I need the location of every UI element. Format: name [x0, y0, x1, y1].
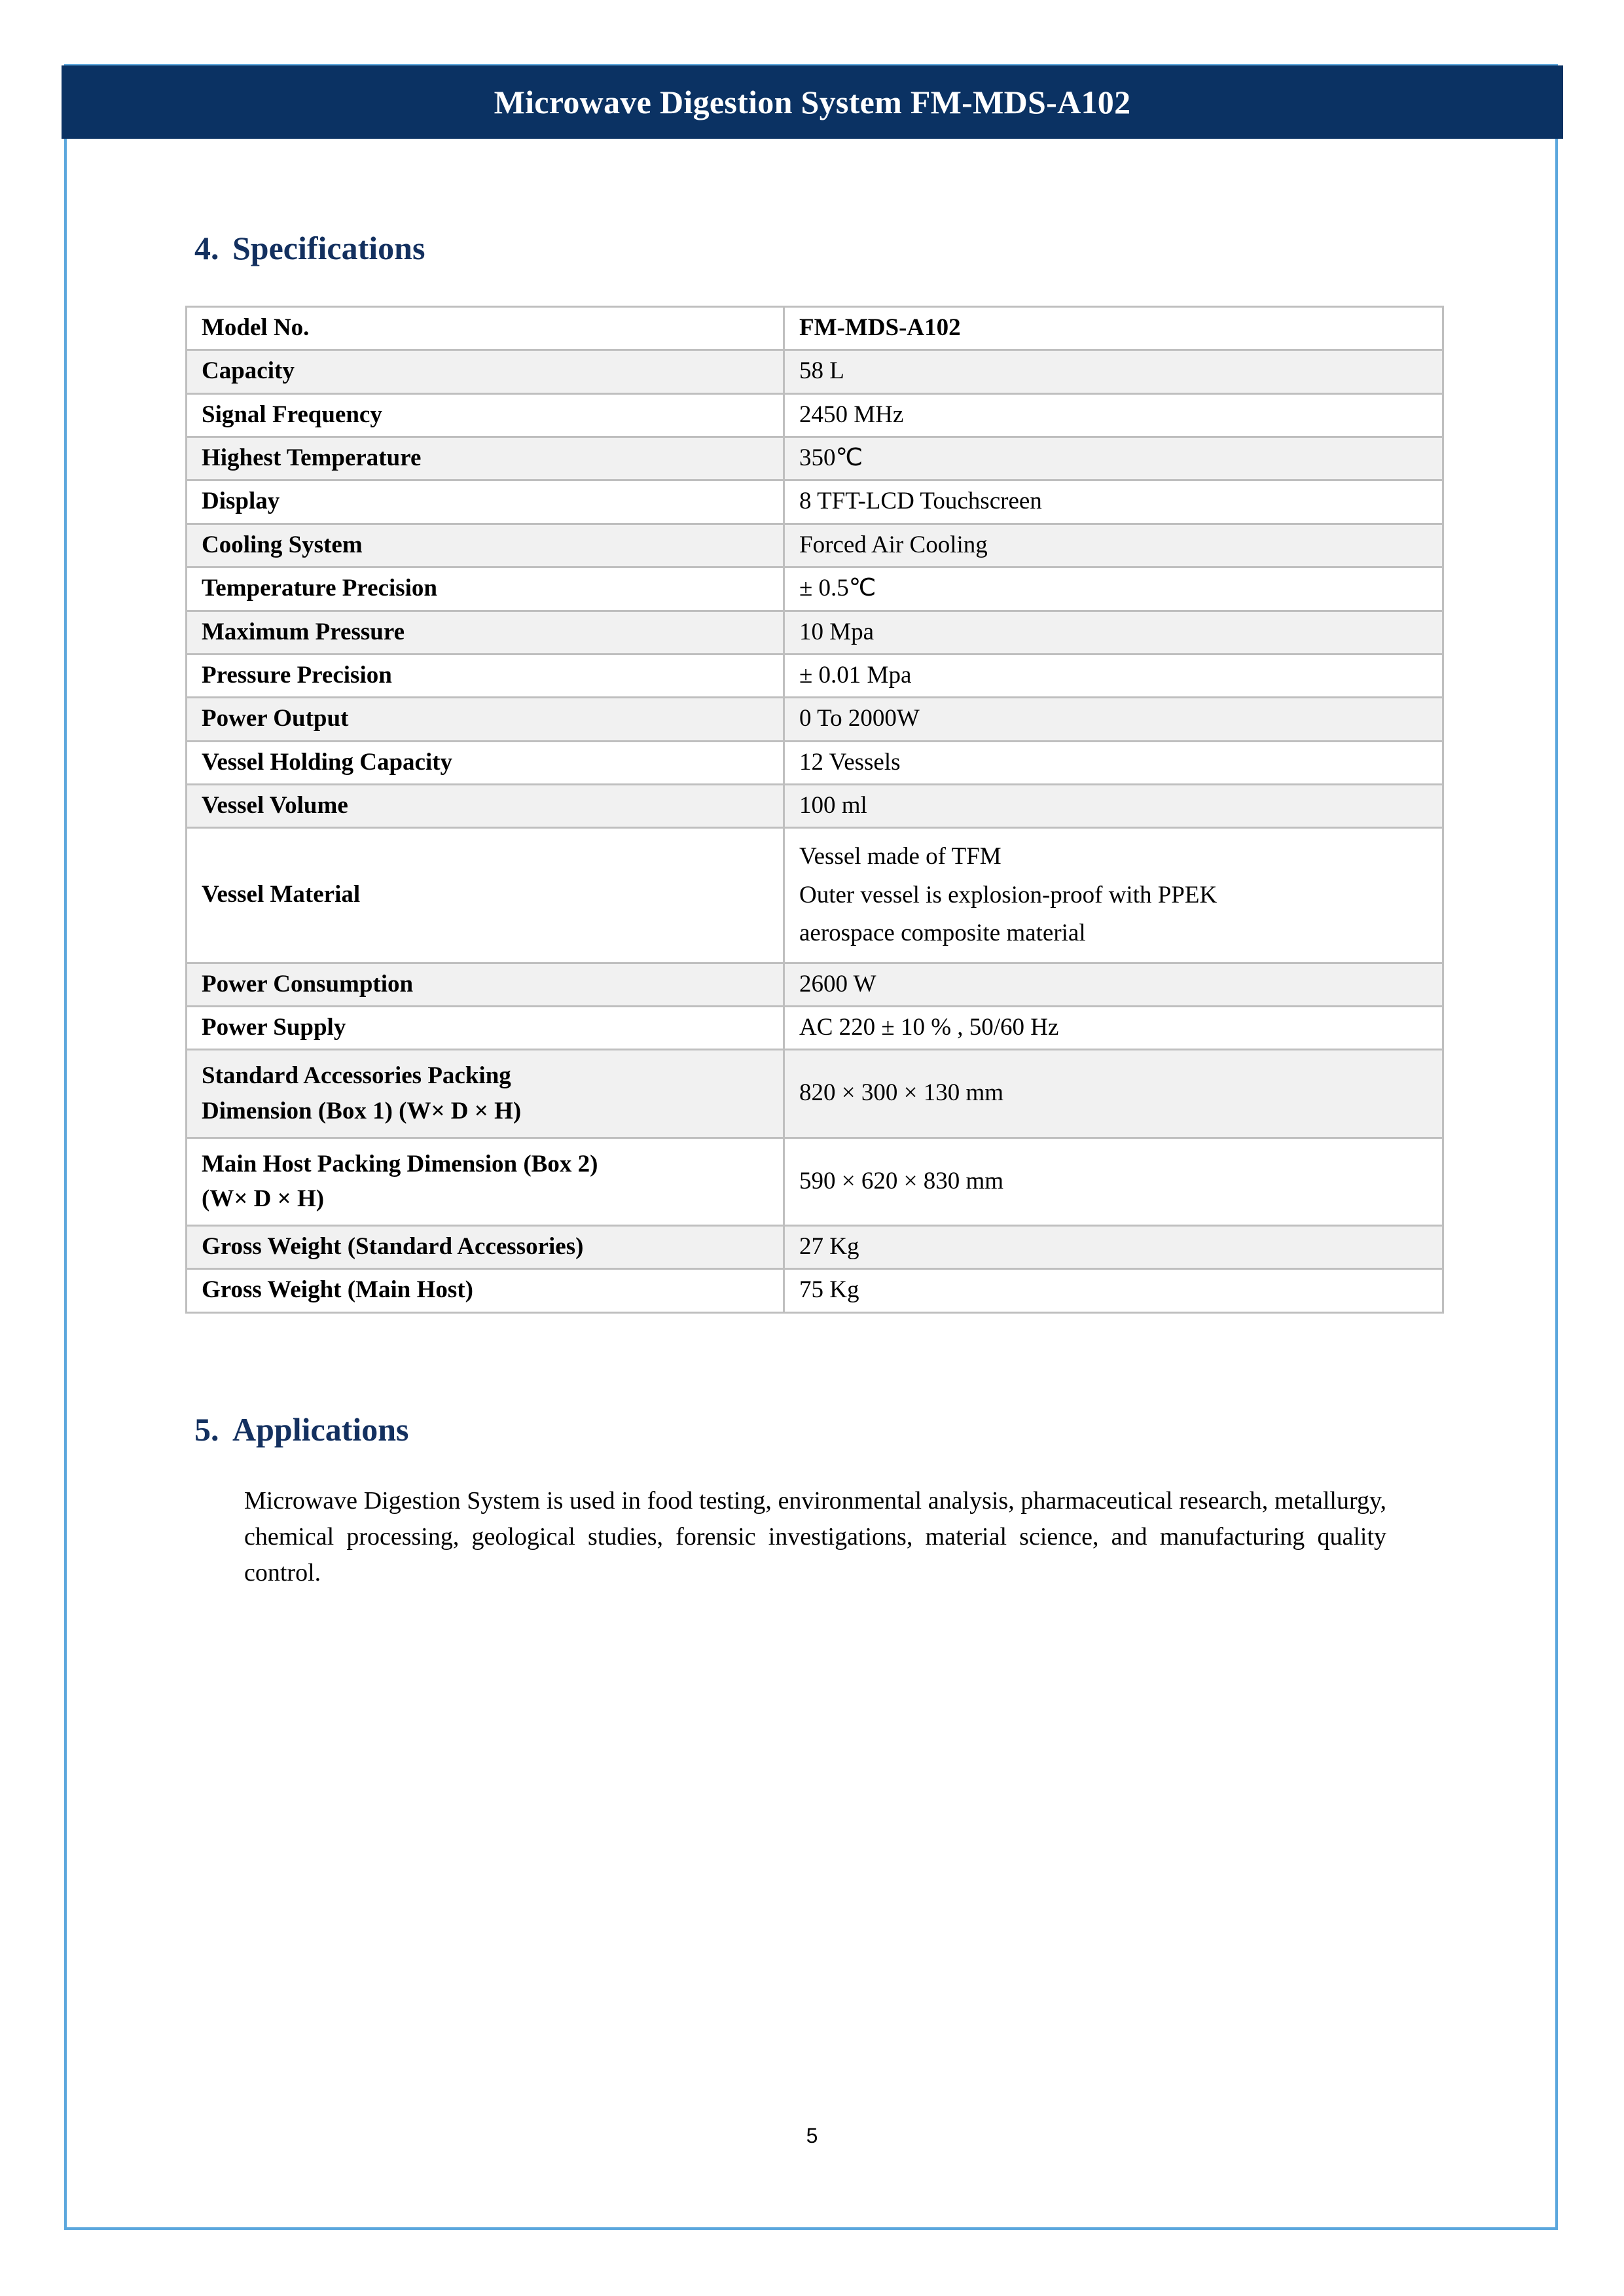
spec-value-cell: 0 To 2000W — [784, 698, 1443, 741]
specifications-table-body — [187, 307, 1443, 1313]
table-row — [187, 963, 1443, 1006]
spec-label-cell: Vessel Material — [187, 828, 784, 963]
table-row — [187, 1007, 1443, 1050]
spec-label-line: (W× D × H) — [202, 1185, 325, 1213]
spec-label-cell: Highest Temperature — [187, 437, 784, 480]
spec-label-cell: Vessel Holding Capacity — [187, 741, 784, 784]
section-number-applications: 5. — [194, 1410, 219, 1448]
spec-label-cell: Cooling System — [187, 524, 784, 567]
spec-label-cell: Power Supply — [187, 1007, 784, 1050]
footer-page-number: 5 — [806, 2124, 818, 2147]
spec-value-cell: 12 Vessels — [784, 741, 1443, 784]
spec-value-cell: 2450 MHz — [784, 393, 1443, 437]
spec-value-cell: AC 220 ± 10 % , 50/60 Hz — [784, 1007, 1443, 1050]
spec-value-cell: 590 × 620 × 830 mm — [784, 1138, 1443, 1225]
spec-value-cell: Forced Air Cooling — [784, 524, 1443, 567]
spec-label-cell: Temperature Precision — [187, 567, 784, 611]
spec-label-line: Main Host Packing Dimension (Box 2) — [202, 1150, 598, 1177]
spec-label-cell — [187, 1138, 784, 1225]
table-row — [187, 784, 1443, 827]
table-row — [187, 1050, 1443, 1138]
spec-value-cell: 2600 W — [784, 963, 1443, 1006]
spec-label-cell: Model No. — [187, 307, 784, 350]
specifications-table — [185, 306, 1444, 1314]
table-row — [187, 393, 1443, 437]
page-content — [185, 139, 1442, 1616]
spec-value-cell — [784, 828, 1443, 963]
spec-label-cell: Gross Weight (Standard Accessories) — [187, 1225, 784, 1268]
spec-label-cell: Vessel Volume — [187, 784, 784, 827]
table-row — [187, 350, 1443, 393]
spec-label-cell: Pressure Precision — [187, 654, 784, 697]
spec-label-cell: Power Output — [187, 698, 784, 741]
spec-value-cell: 820 × 300 × 130 mm — [784, 1050, 1443, 1138]
spec-label-line: Standard Accessories Packing — [202, 1062, 511, 1090]
table-row — [187, 828, 1443, 963]
applications-paragraph: Microwave Digestion System is used in food testing, environmental analysis, pharmaceutical research, metallurgy, chemical processing, geological studies, forensic investigations, material science, and manufacturing quality control. — [244, 1486, 1386, 1587]
spec-label-cell: Gross Weight (Main Host) — [187, 1269, 784, 1312]
spec-label-cell: Power Consumption — [187, 963, 784, 1006]
section-title-specifications: Specifications — [232, 230, 425, 266]
spec-value-cell: 8 TFT-LCD Touchscreen — [784, 480, 1443, 524]
spec-label-cell: Signal Frequency — [187, 393, 784, 437]
spec-value-cell: 100 ml — [784, 784, 1443, 827]
spec-label-line: Dimension (Box 1) (W× D × H) — [202, 1098, 522, 1125]
table-row — [187, 741, 1443, 784]
spec-value-cell: FM-MDS-A102 — [784, 307, 1443, 350]
spec-label-cell: Display — [187, 480, 784, 524]
spec-label-cell: Capacity — [187, 350, 784, 393]
table-row — [187, 654, 1443, 697]
spec-value-line: Vessel made of TFM — [799, 843, 1001, 870]
spec-value-cell: 75 Kg — [784, 1269, 1443, 1312]
table-row — [187, 1269, 1443, 1312]
spec-value-cell: ± 0.5℃ — [784, 567, 1443, 611]
table-row — [187, 611, 1443, 654]
spec-label-cell: Maximum Pressure — [187, 611, 784, 654]
spec-value-line: Outer vessel is explosion-proof with PPEK — [799, 881, 1218, 908]
section-heading-specifications — [194, 229, 1442, 267]
section-heading-applications — [194, 1410, 1442, 1448]
table-row — [187, 1225, 1443, 1268]
table-row — [187, 698, 1443, 741]
table-row — [187, 567, 1443, 611]
spec-value-cell: 58 L — [784, 350, 1443, 393]
page-title: Microwave Digestion System FM-MDS-A102 — [494, 84, 1131, 120]
table-row — [187, 307, 1443, 350]
spec-value-cell: 27 Kg — [784, 1225, 1443, 1268]
spec-label-cell — [187, 1050, 784, 1138]
section-title-applications: Applications — [232, 1410, 409, 1448]
spec-value-line: aerospace composite material — [799, 920, 1086, 947]
spec-value-cell: 350℃ — [784, 437, 1443, 480]
spec-value-cell: ± 0.01 Mpa — [784, 654, 1443, 697]
section-number-specifications: 4. — [194, 230, 219, 266]
table-row — [187, 1138, 1443, 1225]
running-header-banner — [62, 65, 1563, 139]
table-row — [187, 437, 1443, 480]
table-row — [187, 524, 1443, 567]
spec-value-cell: 10 Mpa — [784, 611, 1443, 654]
table-row — [187, 480, 1443, 524]
